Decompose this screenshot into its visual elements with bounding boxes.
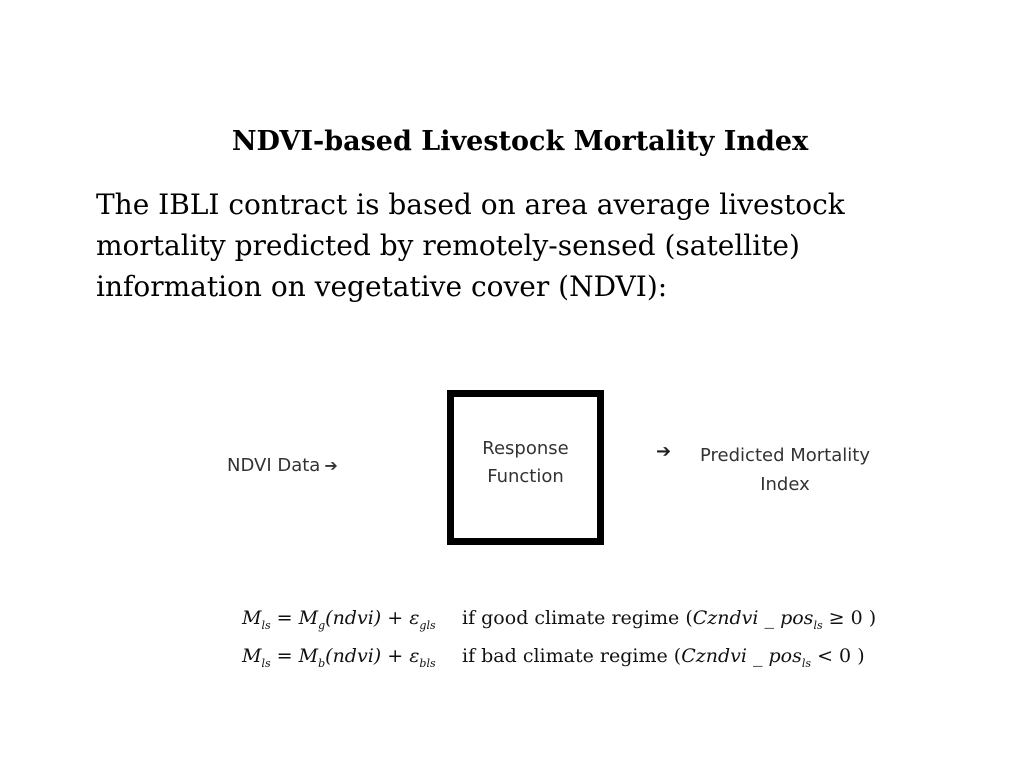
output-line: Predicted Mortality (700, 445, 870, 466)
equation-condition: if bad climate regime (Czndvi _ pos$_{ls}$ < 0 ) (462, 644, 865, 670)
body-line: The IBLI contract is based on area average livestock (96, 188, 845, 221)
diagram-output (690, 441, 880, 499)
arrow-right-icon: ➔ (656, 441, 672, 462)
body-line: mortality predicted by remotely-sensed (satellite) (96, 229, 800, 262)
diagram-input (227, 455, 338, 476)
box-line: Function (487, 466, 564, 487)
body-paragraph (96, 184, 956, 307)
input-label: NDVI Data (227, 455, 321, 476)
equation-formula: $M_{ls}$ = $M_g(ndvi) + \varepsilon_{gls}$ (242, 606, 436, 632)
equations-block (242, 600, 876, 676)
arrow-right-icon: ➔ (324, 456, 338, 475)
response-function-box (447, 390, 604, 545)
equation-good-regime (242, 600, 876, 638)
response-function-label (454, 435, 597, 491)
box-line: Response (482, 438, 569, 459)
equation-condition: if good climate regime (Czndvi _ pos$_{ls}$ ≥ 0 ) (462, 606, 877, 632)
equation-formula: $M_{ls}$ = $M_b(ndvi) + \varepsilon_{bls}$ (242, 644, 436, 670)
body-line: information on vegetative cover (NDVI): (96, 270, 668, 303)
slide-title: NDVI-based Livestock Mortality Index (231, 126, 809, 157)
equation-bad-regime (242, 638, 876, 676)
output-line: Index (760, 474, 810, 495)
